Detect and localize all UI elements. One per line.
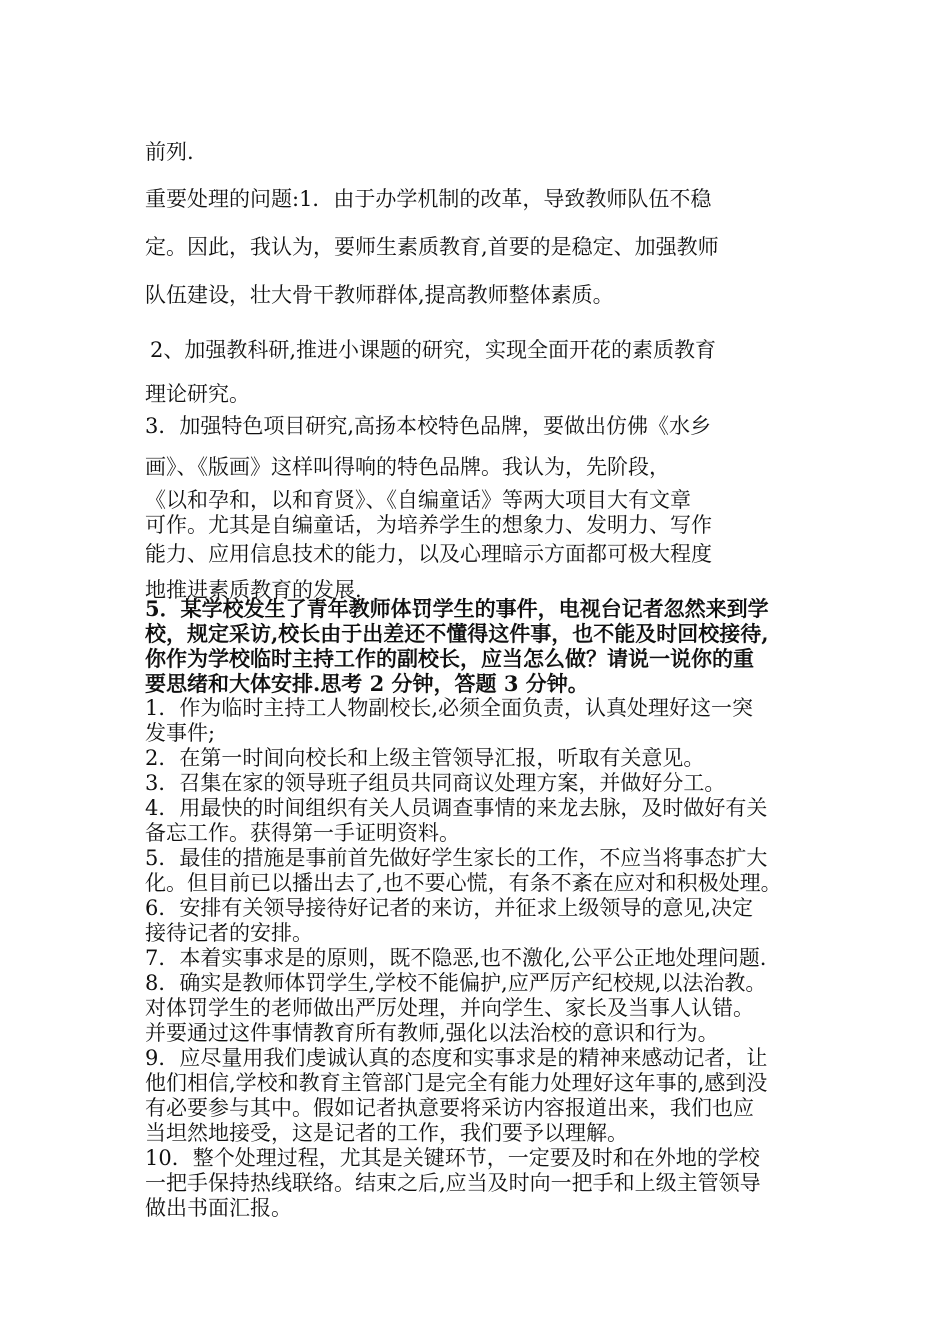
text-line: 画》、《版画》这样叫得响的特色品牌。我认为，先阶段，: [145, 455, 670, 479]
answer-line: 7．本着实事求是的原则，既不隐恶,也不激化,公平公正地处理问题.: [145, 946, 767, 970]
question-line: 你作为学校临时主持工作的副校长，应当怎么做？请说一说你的重: [145, 646, 754, 671]
question-line: 5．某学校发生了青年教师体罚学生的事件，电视台记者忽然来到学: [145, 596, 769, 621]
text-line: 队伍建设，壮大骨干教师群体,提高教师整体素质。: [145, 283, 614, 307]
text-line: 重要处理的问题:1．由于办学机制的改革，导致教师队伍不稳: [145, 187, 712, 211]
question-line: 校，规定采访,校长由于出差还不懂得这件事，也不能及时回校接待,: [145, 621, 769, 646]
answer-line: 5．最佳的措施是事前首先做好学生家长的工作，不应当将事态扩大: [145, 846, 768, 870]
answer-line: 4．用最快的时间组织有关人员调查事情的来龙去脉，及时做好有关: [145, 796, 768, 820]
answer-line: 9．应尽量用我们虔诚认真的态度和实事求是的精神来感动记者，让: [145, 1046, 768, 1070]
text-line: 2、加强教科研,推进小课题的研究，实现全面开花的素质教育: [150, 338, 717, 362]
text-line: 3．加强特色项目研究,高扬本校特色品牌，要做出仿佛《水乡: [145, 414, 712, 438]
question-line: 要思绪和大体安排.思考 2 分钟，答题 3 分钟。: [145, 671, 589, 696]
paragraph-problems: [145, 175, 810, 319]
answer-line: 发事件;: [145, 721, 216, 745]
text-line: 地推进素质教育的发展.: [145, 578, 362, 602]
answer-line: 10．整个处理过程，尤其是关键环节，一定要及时和在外地的学校: [145, 1146, 760, 1170]
answer-line: 化。但目前已以播出去了,也不要心慌，有条不紊在应对和积极处理。: [145, 871, 782, 895]
answer-line: 备忘工作。获得第一手证明资料。: [145, 821, 460, 845]
answer-line: 3．召集在家的领导班子组员共同商议处理方案，并做好分工。: [145, 771, 726, 795]
answer-line: 他们相信,学校和教育主管部门是完全有能力处理好这年事的,感到没: [145, 1071, 768, 1095]
answer-line: 6．安排有关领导接待好记者的来访，并征求上级领导的意见,决定: [145, 896, 754, 920]
answer-line: 对体罚学生的老师做出严厉处理，并向学生、家长及当事人认错。: [145, 996, 754, 1020]
text-line: 能力、应用信息技术的能力，以及心理暗示方面都可极大程度: [145, 542, 712, 566]
answer-line: 1．作为临时主持工人物副校长,必须全面负责，认真处理好这一突: [145, 696, 754, 720]
answer-line: 8．确实是教师体罚学生,学校不能偏护,应严厉产纪校规,以法治教。: [145, 971, 767, 995]
paragraph-item-2: [145, 328, 810, 416]
answer-line: 2．在第一时间向校长和上级主管领导汇报，听取有关意见。: [145, 746, 705, 770]
text-fragment-top: [145, 128, 810, 176]
text-line: 定。因此，我认为，要师生素质教育,首要的是稳定、加强教师: [145, 235, 719, 259]
text-line: 前列.: [145, 140, 194, 164]
answer-line: 并要通过这件事情教育所有教师,强化以法治校的意识和行为。: [145, 1021, 719, 1045]
text-line: 《以和孕和，以和育贤》、《自编童话》等两大项目大有文章: [145, 488, 691, 512]
answer-line: 接待记者的安排。: [145, 921, 313, 945]
question-5: [145, 596, 810, 696]
answer-line: 做出书面汇报。: [145, 1196, 292, 1220]
answer-line: 当坦然地接受，这是记者的工作，我们要予以理解。: [145, 1121, 628, 1145]
answer-list: [145, 696, 810, 1221]
text-line: 理论研究。: [145, 382, 250, 406]
paragraph-item-3: [145, 406, 810, 610]
text-line: 可作。尤其是自编童话，为培养学生的想象力、发明力、写作: [145, 513, 712, 537]
answer-line: 有必要参与其中。假如记者执意要将采访内容报道出来，我们也应: [145, 1096, 754, 1120]
answer-line: 一把手保持热线联络。结束之后,应当及时向一把手和上级主管领导: [145, 1171, 761, 1195]
